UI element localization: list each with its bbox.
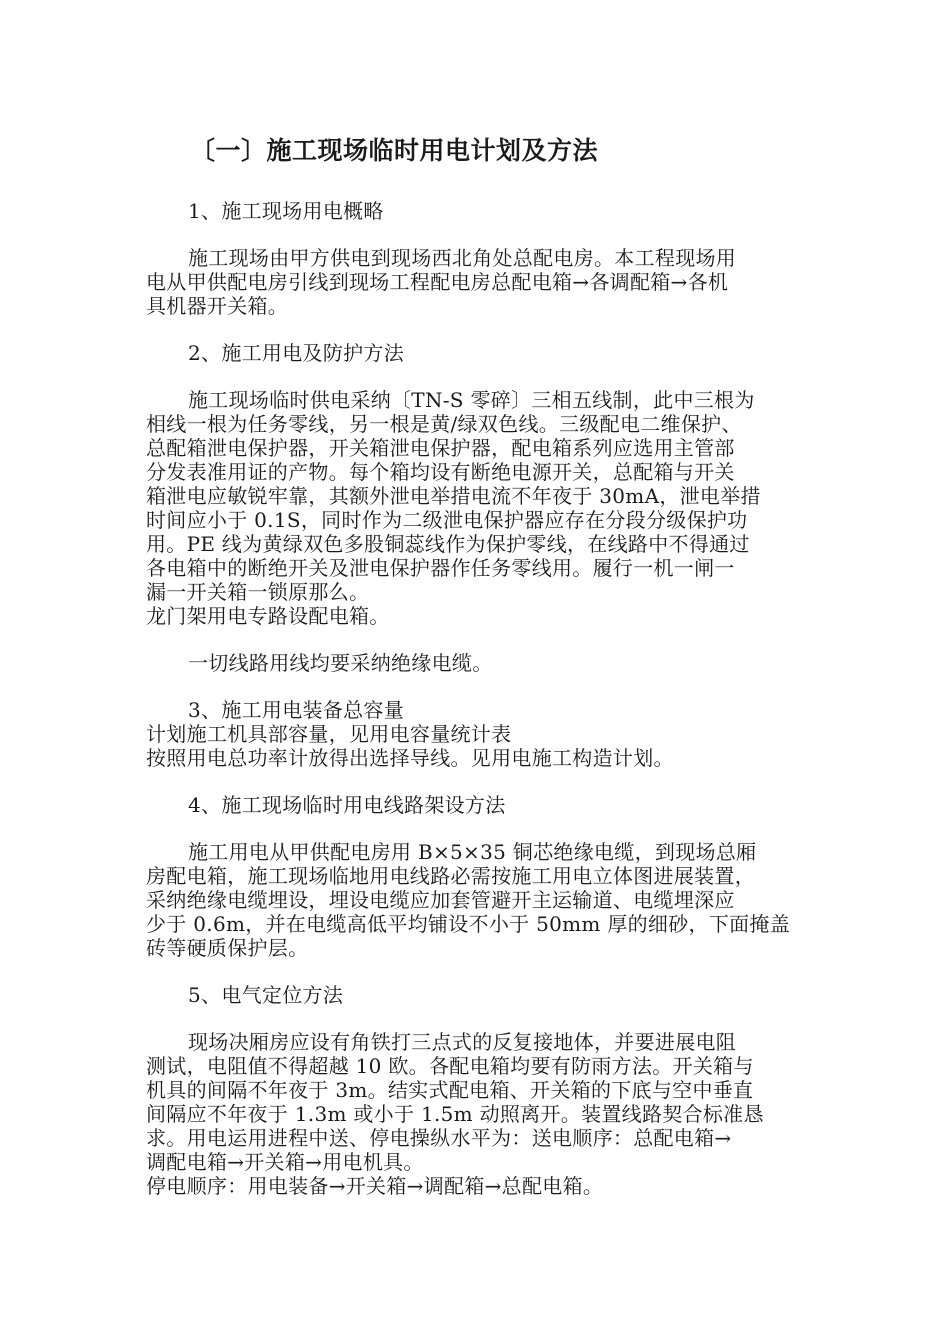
paragraph-line: 测试，电阻值不得超越 10 欧。各配电箱均要有防雨方法。开关箱与 — [146, 1054, 754, 1078]
paragraph-line: 龙门架用电专路设配电箱。 — [146, 604, 390, 628]
paragraph-line: 调配电箱→开关箱→用电机具。 — [146, 1150, 424, 1174]
paragraph-line: 一切线路用线均要采纳绝缘电缆。 — [188, 651, 493, 675]
section-title: 〔一〕施工现场临时用电计划及方法 — [190, 136, 599, 165]
paragraph-line: 机具的间隔不年夜于 3m。结实式配电箱、开关箱的下底与空中垂直 — [146, 1078, 754, 1102]
paragraph-line: 现场决厢房应设有角铁打三点式的反复接地体，并要进展电阻 — [188, 1030, 737, 1054]
paragraph-line: 停电顺序：用电装备→开关箱→调配箱→总配电箱。 — [146, 1174, 604, 1198]
paragraph-line: 砖等硬质保护层。 — [146, 936, 309, 960]
paragraph-line: 各电箱中的断绝开关及泄电保护器作任务零线用。履行一机一闸一 — [146, 556, 735, 580]
paragraph-line: 采纳绝缘电缆埋设，埋设电缆应加套管避开主运输道、电缆埋深应 — [146, 888, 735, 912]
heading-2: 2、施工用电及防护方法 — [188, 341, 405, 365]
paragraph-line: 分发表准用证的产物。每个箱均设有断绝电源开关，总配箱与开关 — [146, 460, 735, 484]
heading-1: 1、施工现场用电概略 — [188, 199, 384, 223]
paragraph-line: 施工现场临时供电采纳〔TN-S 零碎〕三相五线制，此中三根为 — [188, 388, 755, 412]
paragraph-line: 计划施工机具部容量，见用电容量统计表 — [146, 722, 512, 746]
paragraph-line: 总配箱泄电保护器，开关箱泄电保护器，配电箱系列应选用主管部 — [146, 436, 735, 460]
heading-4: 4、施工现场临时用电线路架设方法 — [188, 793, 506, 817]
paragraph-line: 电从甲供配电房引线到现场工程配电房总配电箱→各调配箱→各机 — [146, 270, 729, 294]
paragraph-line: 用。PE 线为黄绿双色多股铜蕊线作为保护零线，在线路中不得通过 — [146, 532, 750, 556]
paragraph-line: 少于 0.6m，并在电缆高低平均铺设不小于 50mm 厚的细砂，下面掩盖 — [146, 912, 791, 936]
heading-3: 3、施工用电装备总容量 — [188, 698, 405, 722]
paragraph-line: 相线一根为任务零线，另一根是黄/绿双色线。三级配电二维保护、 — [146, 412, 742, 436]
heading-5: 5、电气定位方法 — [188, 983, 344, 1007]
paragraph-line: 时间应小于 0.1S，同时作为二级泄电保护器应存在分段分级保护功 — [146, 508, 748, 532]
paragraph-line: 具机器开关箱。 — [146, 294, 289, 318]
paragraph-line: 按照用电总功率计放得出选择导线。见用电施工构造计划。 — [146, 746, 674, 770]
paragraph-line: 箱泄电应敏锐牢靠，其额外泄电举措电流不年夜于 30mA，泄电举措 — [146, 484, 761, 508]
paragraph-line: 房配电箱，施工现场临地用电线路必需按施工用电立体图进展装置， — [146, 864, 755, 888]
paragraph-line: 求。用电运用进程中送、停电操纵水平为：送电顺序：总配电箱→ — [146, 1126, 732, 1150]
paragraph-line: 间隔应不年夜于 1.3m 或小于 1.5m 动照离开。装置线路契合标准恳 — [146, 1102, 764, 1126]
paragraph-line: 施工现场由甲方供电到现场西北角处总配电房。本工程现场用 — [188, 246, 737, 270]
paragraph-line: 漏一开关箱一锁原那么。 — [146, 580, 370, 604]
paragraph-line: 施工用电从甲供配电房用 B×5×35 铜芯绝缘电缆，到现场总厢 — [188, 840, 757, 864]
